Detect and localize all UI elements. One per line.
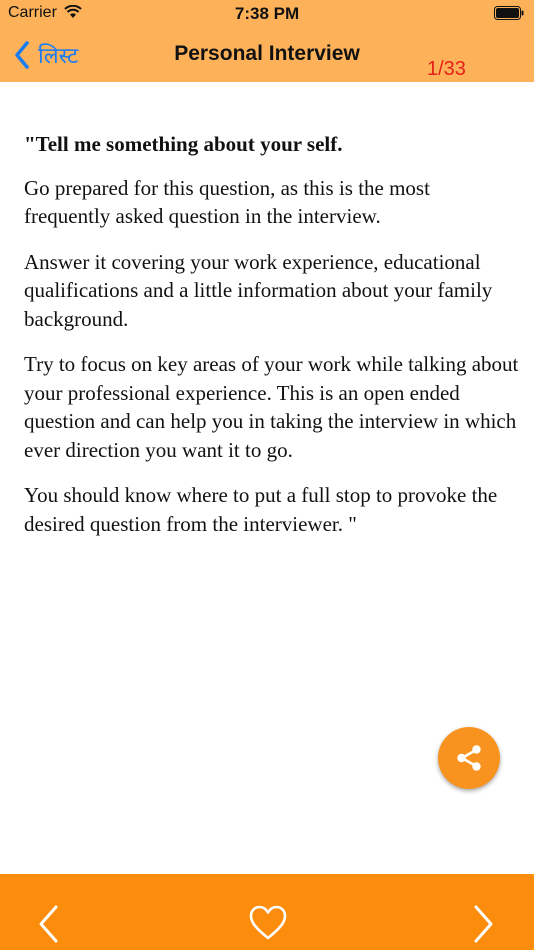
answer-content xyxy=(24,130,519,555)
status-time: 7:38 PM xyxy=(234,4,300,23)
previous-button[interactable] xyxy=(36,904,62,944)
battery-icon xyxy=(494,6,524,20)
share-button[interactable] xyxy=(438,727,500,789)
next-button[interactable] xyxy=(470,904,496,944)
answer-paragraph: Go prepared for this question, as this is the most frequently asked question in the interview. xyxy=(24,175,430,228)
answer-paragraph: Answer it covering your work experience, educational qualifications and a little information about your family background. xyxy=(24,249,493,331)
carrier-label: Carrier xyxy=(8,4,57,21)
page-title: Personal Interview xyxy=(174,42,360,65)
top-bar xyxy=(0,0,534,82)
share-icon xyxy=(454,743,484,773)
question-text: "Tell me something about your self. xyxy=(24,132,343,156)
favorite-button[interactable] xyxy=(248,904,288,942)
answer-paragraph: You should know where to put a full stop to provoke the desired question from the interviewer. " xyxy=(24,483,498,536)
navigation-bar xyxy=(0,28,534,82)
back-button-label: लिस्ट xyxy=(38,44,79,69)
question-counter: 1/33 xyxy=(427,58,466,80)
answer-paragraph: Try to focus on key areas of your work while talking about your professional experience. This is an open ended question and can help you in taking the interview in which ever direction you want it to go. xyxy=(24,352,519,462)
bottom-toolbar xyxy=(0,874,534,950)
status-bar xyxy=(0,0,534,28)
